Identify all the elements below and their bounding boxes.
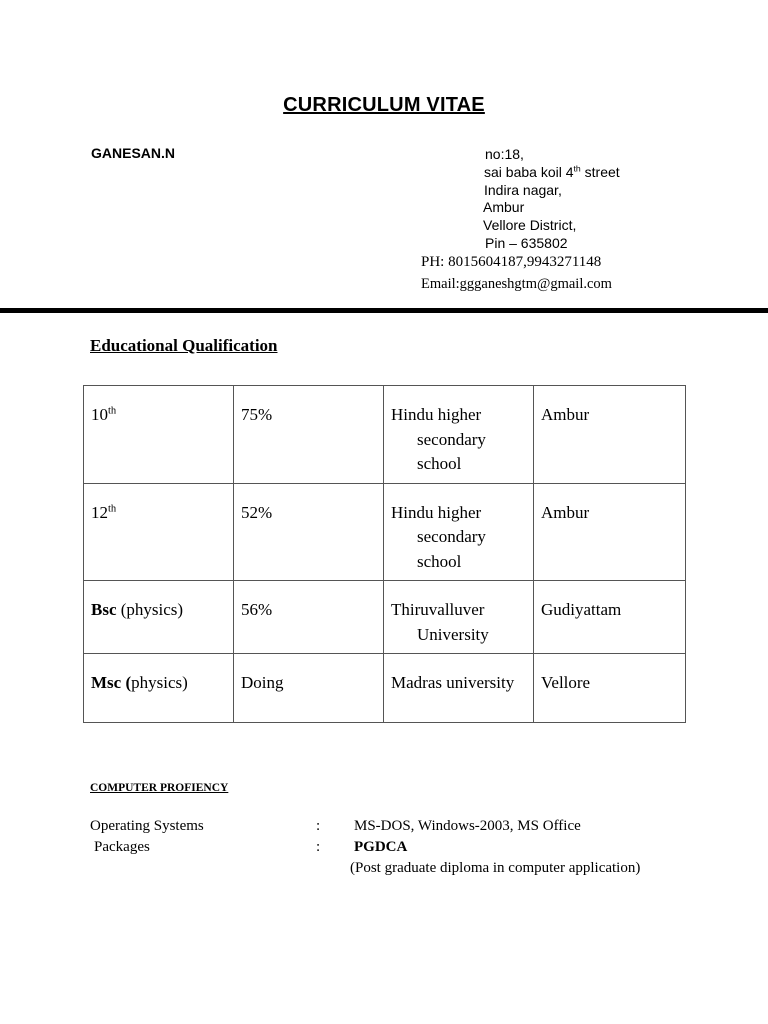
table-row	[84, 386, 686, 484]
applicant-name: GANESAN.N	[91, 145, 176, 161]
education-table	[83, 385, 686, 723]
os-label: Operating Systems	[90, 818, 204, 834]
address-line-2-main: sai baba koil 4	[484, 164, 574, 180]
score-cell: Doing	[234, 654, 384, 723]
address-line-5: Vellore District,	[483, 217, 577, 233]
score-cell: 75%	[234, 386, 384, 484]
place-cell: Vellore	[534, 654, 686, 723]
address-line-3: Indira nagar,	[484, 182, 562, 198]
institution-cell: Thiruvalluver University	[384, 581, 534, 654]
course-cell	[84, 581, 234, 654]
course-sup: th	[108, 405, 117, 417]
course-cell	[84, 386, 234, 484]
header-divider	[0, 308, 768, 313]
os-colon: :	[316, 818, 321, 834]
education-heading: Educational Qualification	[90, 336, 278, 355]
place-cell: Gudiyattam	[534, 581, 686, 654]
packages-label: Packages	[94, 839, 150, 855]
table-row	[84, 581, 686, 654]
course-text: 12	[91, 502, 108, 522]
institution-cell: Hindu higher secondary school	[384, 483, 534, 581]
institution-cell: Madras university	[384, 654, 534, 723]
score-cell: 56%	[234, 581, 384, 654]
address-line-1: no:18,	[485, 146, 524, 162]
address-line-4: Ambur	[483, 199, 525, 215]
place-cell: Ambur	[534, 386, 686, 484]
place-cell: Ambur	[534, 483, 686, 581]
course-text: 10	[91, 405, 108, 424]
address-line-2-tail: street	[580, 164, 620, 180]
score-cell: 52%	[234, 483, 384, 581]
course-rest: (physics)	[116, 600, 184, 619]
os-value: MS-DOS, Windows-2003, MS Office	[354, 818, 581, 834]
address-line-6: Pin – 635802	[485, 235, 568, 251]
institution-cell: Hindu higher secondary school	[384, 386, 534, 484]
course-rest: physics)	[131, 673, 188, 692]
document-title: CURRICULUM VITAE	[283, 94, 485, 116]
course-cell	[84, 483, 234, 581]
course-bold: Bsc	[91, 600, 117, 619]
table-row	[84, 654, 686, 723]
computer-proficiency-heading: COMPUTER PROFIENCY	[90, 782, 229, 794]
course-cell	[84, 654, 234, 723]
packages-value: PGDCA	[354, 839, 408, 855]
course-sup: th	[108, 502, 117, 514]
table-row	[84, 483, 686, 581]
packages-note: (Post graduate diploma in computer application)	[350, 860, 641, 876]
address-line-2-sup: th	[573, 163, 581, 174]
packages-colon: :	[316, 839, 321, 855]
course-bold: Msc (	[91, 673, 132, 692]
address-line-2	[484, 163, 620, 181]
email-address: Email:ggganeshgtm@gmail.com	[421, 276, 612, 292]
phone-number: PH: 8015604187,9943271148	[421, 254, 602, 270]
